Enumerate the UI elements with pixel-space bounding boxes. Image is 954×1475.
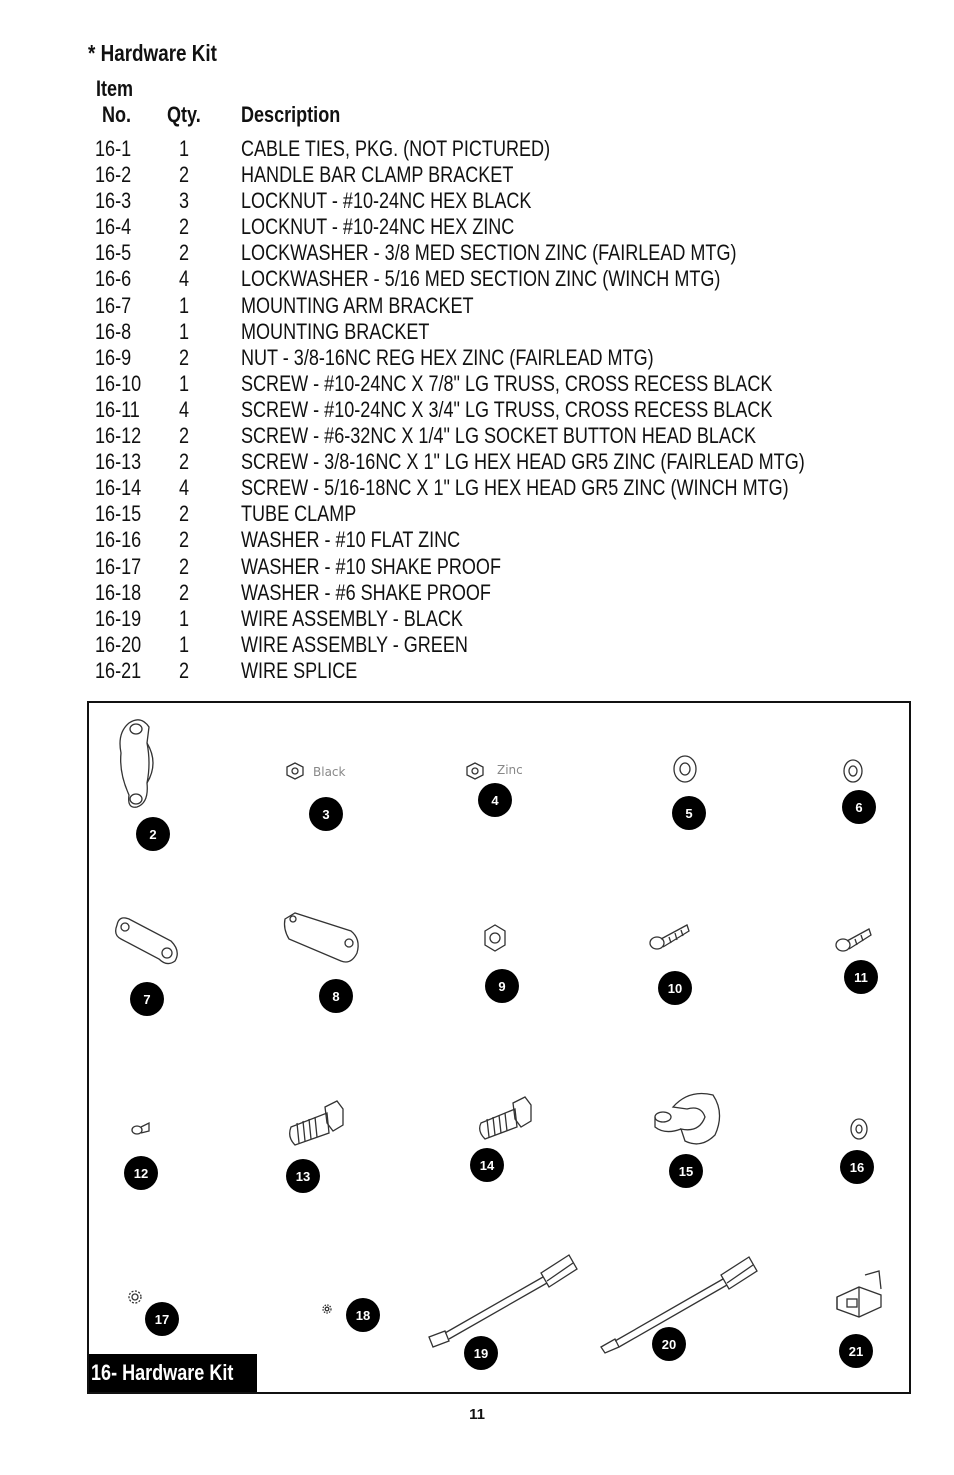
part-description: WASHER - #6 SHAKE PROOF [241,579,491,605]
part-qty: 2 [179,553,190,579]
callout-number: 12 [133,1166,149,1181]
callout-5 [672,796,706,830]
callout-number: 21 [848,1344,864,1359]
handle-bar-clamp-bracket-icon [120,720,153,807]
callout-7 [130,982,164,1016]
list-item [0,293,954,319]
list-item [0,188,954,214]
callout-2 [136,817,170,851]
callout-number: 15 [678,1164,694,1179]
callout-15 [669,1154,703,1188]
callout-17 [145,1302,179,1336]
part-qty: 2 [179,344,190,370]
list-item [0,658,954,684]
wire-assembly-black-icon [429,1255,577,1347]
part-description: MOUNTING ARM BRACKET [241,292,474,318]
truss-screw-long-icon [650,925,689,949]
callout-number: 18 [355,1308,371,1323]
parts-illustration [89,703,909,1392]
callout-number: 17 [154,1312,170,1327]
part-qty: 2 [179,214,190,240]
list-item [0,554,954,580]
callout-11 [844,960,878,994]
nut-label-black: Black [313,765,346,779]
part-number: 16-9 [95,344,132,370]
callout-21 [839,1334,873,1368]
locknut-black-icon [287,763,303,779]
part-qty: 3 [179,188,190,214]
part-description: SCREW - #6-32NC X 1/4" LG SOCKET BUTTON HEAD BLACK [241,423,757,449]
callout-number: 20 [661,1337,677,1352]
part-qty: 2 [179,501,190,527]
callout-10 [658,971,692,1005]
list-item [0,632,954,658]
column-header-no: No. [102,102,132,127]
list-item [0,475,954,501]
part-qty: 2 [179,423,190,449]
part-number: 16-2 [95,162,132,188]
callout-number: 6 [855,800,863,815]
part-qty: 2 [179,579,190,605]
callout-20 [652,1327,686,1361]
part-description: WIRE SPLICE [241,657,358,683]
truss-screw-short-icon [836,929,871,951]
part-number: 16-16 [95,527,142,553]
mounting-arm-bracket-icon [116,918,178,964]
part-number: 16-17 [95,553,142,579]
kit-heading: * Hardware Kit [88,40,217,66]
part-qty: 2 [179,162,190,188]
part-number: 16-10 [95,370,142,396]
callout-number: 16 [849,1160,865,1175]
list-item [0,580,954,606]
part-description: NUT - 3/8-16NC REG HEX ZINC (FAIRLEAD MTG) [241,344,654,370]
hex-nut-icon [485,925,505,951]
part-description: SCREW - #10-24NC X 7/8" LG TRUSS, CROSS RECESS BLACK [241,370,773,396]
column-header-qty: Qty. [167,102,201,127]
part-number: 16-14 [95,475,142,501]
callout-19 [464,1336,498,1370]
part-description: LOCKWASHER - 5/16 MED SECTION ZINC (WINCH MTG) [241,266,721,292]
part-description: TUBE CLAMP [241,501,357,527]
part-description: SCREW - 3/8-16NC X 1" LG HEX HEAD GR5 ZINC (FAIRLEAD MTG) [241,449,805,475]
part-number: 16-20 [95,631,142,657]
part-number: 16-11 [95,396,140,422]
callout-number: 7 [143,992,151,1007]
part-description: MOUNTING BRACKET [241,318,430,344]
flat-washer-icon [851,1119,867,1139]
list-item [0,423,954,449]
list-item [0,266,954,292]
shake-proof-washer-small-icon [323,1305,331,1313]
part-description: WASHER - #10 FLAT ZINC [241,527,461,553]
tube-clamp-icon [655,1094,720,1144]
part-qty: 4 [179,475,190,501]
callout-number: 14 [479,1158,495,1173]
callout-number: 11 [854,970,868,985]
list-item [0,345,954,371]
socket-button-screw-icon [132,1123,149,1134]
part-qty: 4 [179,396,190,422]
lockwasher-small-icon [844,760,862,782]
callout-4 [478,783,512,817]
part-qty: 4 [179,266,190,292]
diagram-label: 16- Hardware Kit [89,1354,257,1392]
list-item [0,136,954,162]
callout-number: 3 [322,807,330,822]
column-header-description: Description [241,102,341,127]
callout-3 [309,797,343,831]
part-number: 16-18 [95,579,142,605]
list-item [0,527,954,553]
part-number: 16-5 [95,240,132,266]
callout-number: 8 [332,989,340,1004]
part-qty: 1 [179,318,190,344]
callout-6 [842,790,876,824]
callout-13 [286,1159,320,1193]
list-item [0,319,954,345]
callout-18 [346,1298,380,1332]
part-qty: 1 [179,370,190,396]
part-description: LOCKWASHER - 3/8 MED SECTION ZINC (FAIRLEAD MTG) [241,240,737,266]
part-number: 16-12 [95,423,142,449]
part-qty: 2 [179,240,190,266]
part-description: LOCKNUT - #10-24NC HEX ZINC [241,214,515,240]
part-number: 16-4 [95,214,132,240]
callout-number: 2 [149,827,157,842]
part-number: 16-3 [95,188,132,214]
callout-12 [124,1156,158,1190]
part-description: WASHER - #10 SHAKE PROOF [241,553,501,579]
part-number: 16-1 [95,136,132,161]
callout-14 [470,1148,504,1182]
wire-splice-icon [837,1271,881,1317]
part-qty: 2 [179,449,190,475]
lockwasher-large-icon [674,756,696,782]
part-qty: 1 [179,605,190,631]
list-item [0,240,954,266]
shake-proof-washer-large-icon [129,1291,141,1303]
locknut-zinc-icon [467,763,483,779]
callout-9 [485,969,519,1003]
part-number: 16-21 [95,657,142,683]
part-description: WIRE ASSEMBLY - BLACK [241,605,463,631]
part-qty: 1 [179,136,190,161]
part-number: 16-19 [95,605,142,631]
list-item [0,397,954,423]
part-description: HANDLE BAR CLAMP BRACKET [241,162,514,188]
list-item [0,162,954,188]
list-item [0,214,954,240]
part-qty: 2 [179,657,190,683]
callout-number: 13 [295,1169,311,1184]
part-number: 16-6 [95,266,132,292]
hex-head-screw-small-icon [480,1097,531,1139]
callout-number: 19 [473,1346,489,1361]
callout-number: 9 [498,979,506,994]
nut-label-zinc: Zinc [497,763,523,777]
part-description: WIRE ASSEMBLY - GREEN [241,631,468,657]
list-item [0,371,954,397]
column-header-item: Item [96,76,134,101]
part-number: 16-15 [95,501,142,527]
list-item [0,501,954,527]
part-qty: 1 [179,292,190,318]
part-description: SCREW - #10-24NC X 3/4" LG TRUSS, CROSS RECESS BLACK [241,396,773,422]
callout-number: 10 [667,981,683,996]
callout-number: 5 [685,806,693,821]
list-item [0,606,954,632]
callout-8 [319,979,353,1013]
list-item [0,449,954,475]
part-qty: 1 [179,631,190,657]
part-description: CABLE TIES, PKG. (NOT PICTURED) [241,136,551,161]
part-qty: 2 [179,527,190,553]
page-number: 11 [469,1406,485,1423]
part-description: SCREW - 5/16-18NC X 1" LG HEX HEAD GR5 ZINC (WINCH MTG) [241,475,789,501]
part-number: 16-13 [95,449,142,475]
part-number: 16-8 [95,318,132,344]
part-number: 16-7 [95,292,132,318]
mounting-bracket-icon [285,913,359,962]
hardware-kit-diagram [87,701,911,1394]
hex-head-screw-large-icon [290,1101,343,1145]
part-description: LOCKNUT - #10-24NC HEX BLACK [241,188,532,214]
callout-16 [840,1150,874,1184]
parts-list [0,136,954,684]
callout-number: 4 [491,793,499,808]
